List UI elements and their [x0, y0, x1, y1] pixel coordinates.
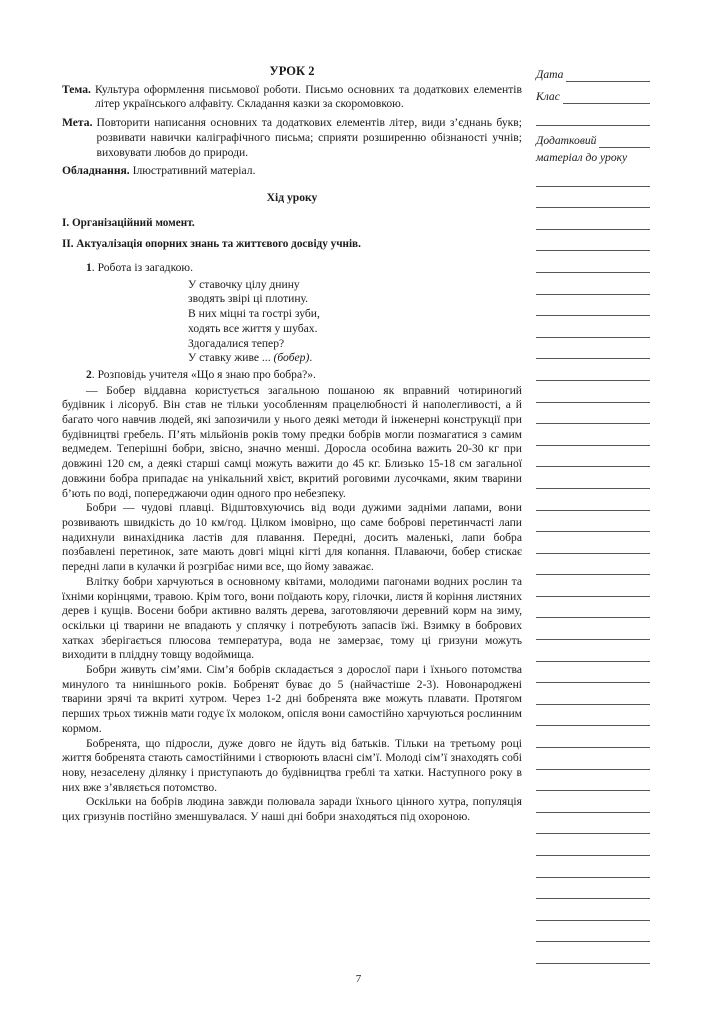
note-line: [536, 942, 650, 964]
note-line: [536, 359, 650, 381]
story-paragraph: — Бобер віддавна користується загальною пошаною як вправний чотириногий будівник і лісоруб. Він став не тільки уособленням працелюбності й наполегливості, а й багато чого навчив людей, які запозичили у нього деякі методи й інженерні конструкції при будівництві гребель. П’ять мільйонів років тому предки бобрів могли позмагатися з самим ведмедем. Теперішні бобри, звісно, значно менші. Доросла особина важить 20-30 кг при довжині 120 см, а деякі старші самці можуть важити до 45 кг. Близько 15-18 см загальної довжини бобра припадає на унікальний хвіст, вкритий роговими лусочками, яким тварини б’ють по воді, попереджаючи один одного про небезпеку.: [62, 383, 522, 500]
riddle-line: Здогадалися тепер?: [188, 336, 285, 350]
riddle-last-line: [188, 351, 522, 366]
section-organizational: І. Організаційний момент.: [62, 216, 195, 229]
lesson-title: УРОК 2: [269, 64, 315, 78]
note-line: [536, 273, 650, 295]
note-line: [536, 403, 650, 425]
item1-number: 1: [86, 261, 92, 275]
note-line: [536, 878, 650, 900]
note-line: [536, 230, 650, 252]
note-line: [536, 748, 650, 770]
item2-number: 2: [86, 367, 92, 381]
note-line: [536, 424, 650, 446]
note-line: [536, 489, 650, 511]
item2-text: . Розповідь учителя «Що я знаю про бобра?».: [91, 367, 316, 381]
note-line: [536, 705, 650, 727]
class-line: [563, 93, 650, 104]
course-heading: Хід уроку: [266, 190, 318, 204]
equipment-row: [62, 164, 522, 179]
note-line: [536, 532, 650, 554]
note-line: [536, 640, 650, 662]
story-paragraph: Бобренята, що підросли, дуже довго не йдуть від батьків. Тільки на третьому році життя бобренята стають самостійними і створюють власні сім’ї. Молоді сім’ї знаходять собі нову, незаселену ділянку і приступають до будівництва греблі та хатки. Наступного року в них вже з’являється потомство.: [62, 736, 522, 794]
margin-notes: [536, 64, 650, 168]
item1-text: . Робота із загадкою.: [91, 261, 193, 275]
notes-lines: [536, 165, 650, 964]
topic-row: [62, 83, 522, 112]
note-line: [536, 899, 650, 921]
riddle-line: зводять звірі ці плотину.: [188, 292, 309, 306]
note-line: [536, 446, 650, 468]
riddle-last-post: .: [309, 351, 313, 365]
blank-line: [536, 115, 650, 126]
story-paragraph: Бобри — чудові плавці. Відштовхуючись від води дужими задніми лапами, вони розвивають швидкість до 10 км/год. Цілком імовірно, що саме боброві перетинчасті лапи надихнули винахідника ластів для плавання. Передні, досить маленькі, лапи бобра позбавлені перетинок, зате мають довгі міцні кігті для копання. Плаваючи, бобер стискає передні лапи в кулачки й розгрібає ними все, що йому заважає.: [62, 501, 522, 574]
note-line: [536, 316, 650, 338]
lesson-content: [62, 64, 522, 825]
note-line: [536, 208, 650, 230]
note-line: [536, 834, 650, 856]
extra-label-2: матеріал до уроку: [536, 151, 628, 164]
note-line: [536, 791, 650, 813]
riddle-line: В них міцні та гострі зуби,: [188, 307, 320, 321]
teacher-story-task: [62, 368, 522, 383]
date-line: [566, 71, 650, 82]
story-paragraph: Бобри живуть сім’ями. Сім’я бобрів складається з дорослої пари і їхнього потомства минулого та нинішнього років. Бобренят буває до 5 (найчастіше 2-3). Новонароджені тварини зрячі та вкриті хутром. Через 1-2 дні бобренята вже можуть плавати. Протягом перших трьох тижнів мати годує їх молоком, опісля вони самостійно харчуються рослинним кормом.: [62, 663, 522, 735]
note-line: [536, 597, 650, 619]
goal-text: Повторити написання основних та додаткових елементів літер, види з’єднань букв; розвивати навички каліграфічного письма; сприяти розширенню обізнаності учнів; виховувати любов до природи.: [96, 116, 522, 159]
note-line: [536, 554, 650, 576]
note-line: [536, 295, 650, 317]
story-paragraph: Оскільки на бобрів людина завжди полювала заради їхнього цінного хутра, популяція цих гризунів постійно зменшувалася. У наші дні бобри знаходяться під охороною.: [62, 795, 522, 824]
blank-row: [536, 104, 650, 126]
note-line: [536, 726, 650, 748]
goal-row: [62, 116, 522, 160]
extra-line: [599, 137, 650, 148]
riddle-line: У ставочку цілу днину: [188, 277, 300, 291]
note-line: [536, 251, 650, 273]
topic-label: Тема.: [62, 82, 91, 96]
date-row: [536, 64, 650, 82]
riddle-line: ходять все життя у шубах.: [188, 321, 318, 335]
note-line: [536, 683, 650, 705]
note-line: [536, 770, 650, 792]
goal-label: Мета.: [62, 116, 93, 130]
topic-text: Культура оформлення письмової роботи. Письмо основних та додаткових елементів літер українського алфавіту. Складання казки за скоромовкою.: [94, 82, 522, 111]
extra-label: Додатковий: [536, 134, 597, 147]
note-line: [536, 856, 650, 878]
page-number: 7: [355, 973, 362, 985]
note-line: [536, 662, 650, 684]
note-line: [536, 921, 650, 943]
class-row: [536, 82, 650, 104]
note-line: [536, 381, 650, 403]
equipment-text: Ілюстративний матеріал.: [132, 164, 256, 178]
riddle-last-pre: У ставку живе ...: [188, 351, 274, 365]
note-line: [536, 467, 650, 489]
note-line: [536, 511, 650, 533]
note-line: [536, 338, 650, 360]
story-paragraph: Влітку бобри харчуються в основному квітами, молодими пагонами водних рослин та їхніми корінцями, травою. Крім того, вони поїдають кору, гілочки, листя й коріння листяних дерев і кущів. Восени бобри активно валять дерева, заготовляючи деревний корм на зиму, оскільки ці тварини не впадають у сплячку і потребують запасів їжі. Взимку в бобрових хатках зберігається плюсова температура, вода не замерзає, тому ці гризуни можуть виходити в пліддну товщу водоймища.: [62, 574, 522, 662]
riddle-poem: [188, 278, 522, 366]
note-line: [536, 575, 650, 597]
note-line: [536, 618, 650, 640]
note-line: [536, 187, 650, 209]
section-actualization: ІІ. Актуалізація опорних знань та життєвого досвіду учнів.: [62, 238, 361, 251]
riddle-answer: (бобер): [273, 351, 310, 365]
equipment-label: Обладнання.: [62, 164, 130, 178]
date-label: Дата: [536, 68, 564, 81]
extra-row: [536, 126, 650, 148]
riddle-task: [62, 261, 522, 276]
note-line: [536, 813, 650, 835]
note-line: [536, 165, 650, 187]
class-label: Клас: [536, 90, 560, 103]
